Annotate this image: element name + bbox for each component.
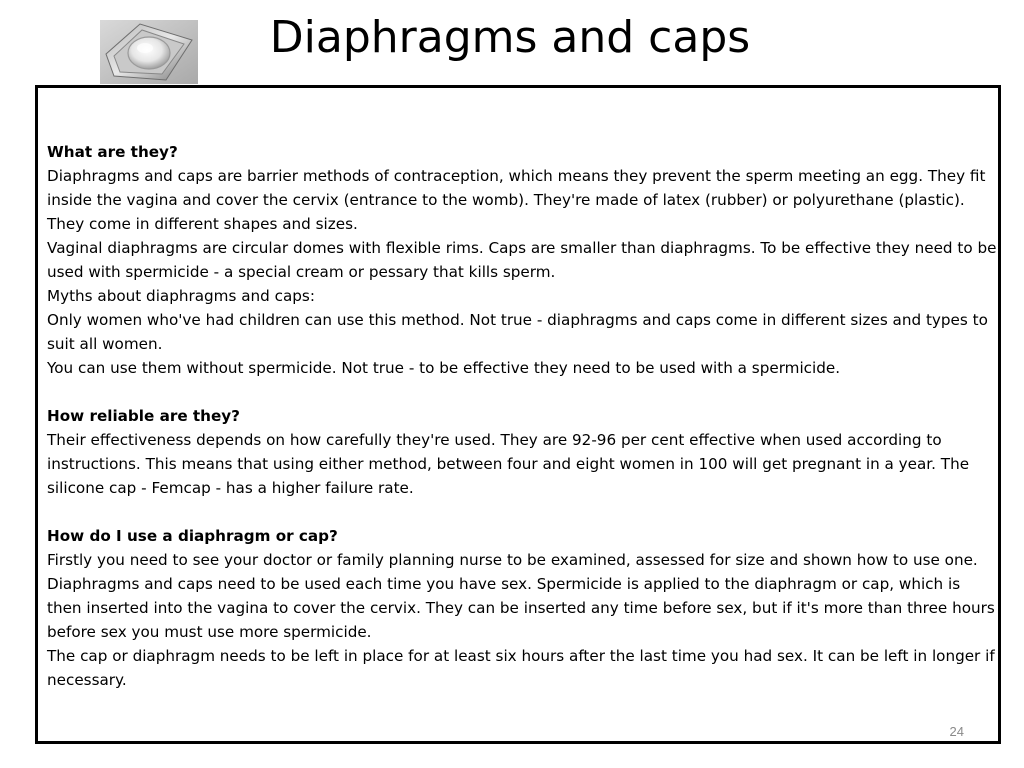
paragraph: You can use them without spermicide. Not true - to be effective they need to be used with a spermicide. xyxy=(47,359,841,377)
section-what-are-they xyxy=(47,140,997,380)
paragraph: Diaphragms and caps are barrier methods of contraception, which means they prevent the sperm meeting an egg. They fit inside the vagina and cover the cervix (entrance to the womb). They're made of latex (rubber) or polyurethane (plastic). They come in different shapes and sizes. xyxy=(47,167,986,233)
page-number: 24 xyxy=(949,724,964,739)
section-heading: How reliable are they? xyxy=(47,407,240,425)
paragraph: The cap or diaphragm needs to be left in place for at least six hours after the last time you had sex. It can be left in longer if necessary. xyxy=(47,647,995,689)
section-heading: How do I use a diaphragm or cap? xyxy=(47,527,338,545)
paragraph: Myths about diaphragms and caps: xyxy=(47,287,315,305)
section-how-to-use xyxy=(47,524,997,692)
content-body xyxy=(47,140,997,692)
section-spacer xyxy=(47,380,997,404)
paragraph: Their effectiveness depends on how carefully they're used. They are 92-96 per cent effective when used according to instructions. This means that using either method, between four and eight women in 100 will get pregnant in a year. The silicone cap - Femcap - has a higher failure rate. xyxy=(47,431,970,497)
section-spacer xyxy=(47,500,997,524)
paragraph: Firstly you need to see your doctor or family planning nurse to be examined, assessed for size and shown how to use one. Diaphragms and caps need to be used each time you have sex. Spermicide is applied to the diaphragm or cap, which is then inserted into the vagina to cover the cervix. They can be inserted any time before sex, but if it's more than three hours before sex you must use more spermicide. xyxy=(47,551,995,641)
paragraph: Only women who've had children can use this method. Not true - diaphragms and caps come in different sizes and types to suit all women. xyxy=(47,311,988,353)
page-title: Diaphragms and caps xyxy=(269,12,751,63)
diaphragm-photo xyxy=(100,20,198,84)
paragraph: Vaginal diaphragms are circular domes with flexible rims. Caps are smaller than diaphragms. To be effective they need to be used with spermicide - a special cream or pessary that kills sperm. xyxy=(47,239,997,281)
section-how-reliable xyxy=(47,404,997,500)
section-heading: What are they? xyxy=(47,143,178,161)
